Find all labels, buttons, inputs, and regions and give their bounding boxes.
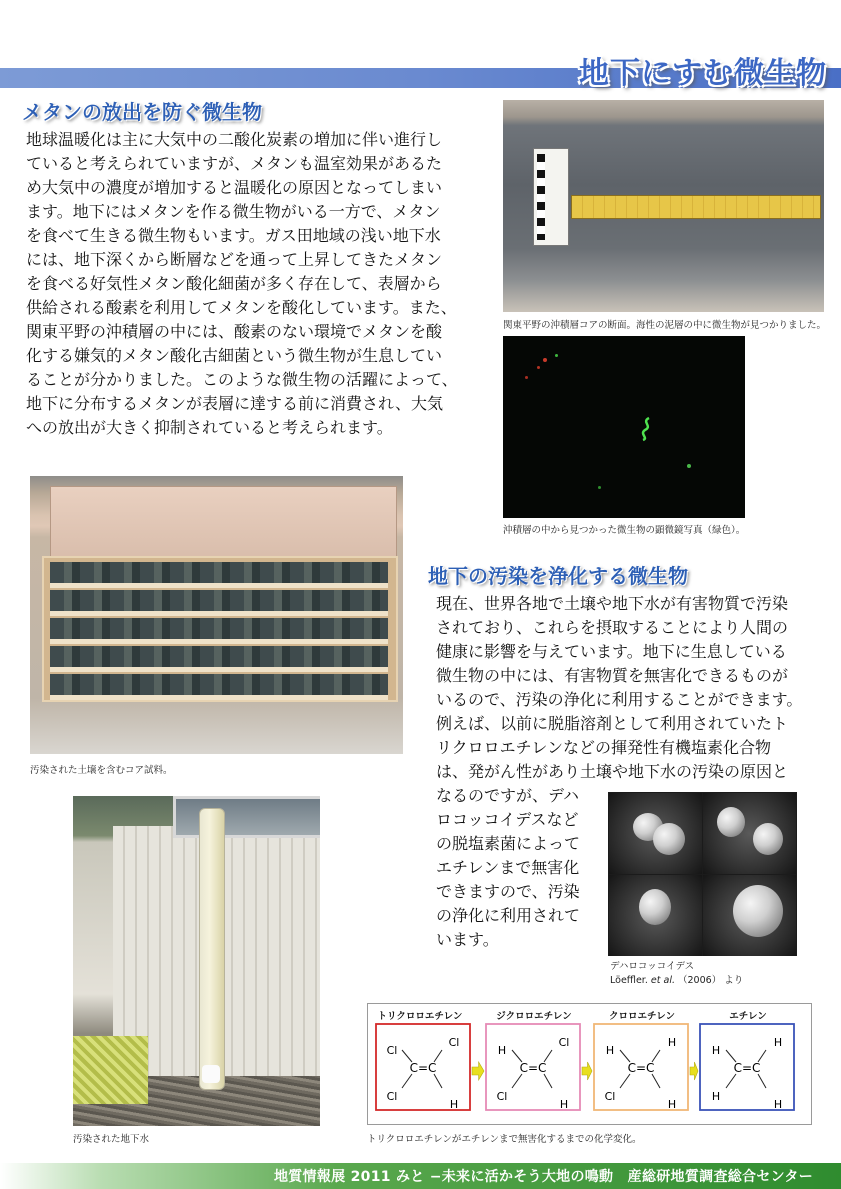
- text-line: 供給される酸素を利用してメタンを酸化しています。また、: [26, 298, 457, 317]
- text-line: には、地下深くから断層などを通って上昇してきたメタン: [26, 250, 443, 269]
- atom-label: H: [773, 1036, 783, 1049]
- red-dot: [537, 366, 540, 369]
- text-line: リクロロエチレンなどの揮発性有機塩素化合物: [436, 738, 771, 757]
- bond-line: [402, 1050, 412, 1062]
- bond-line: [434, 1074, 442, 1088]
- caption-diagram: トリクロロエチレンがエチレンまで無害化するまでの化学変化。: [367, 1134, 642, 1145]
- bacterium-cell: [639, 889, 671, 925]
- window: [173, 796, 320, 838]
- molecule-box: [700, 1024, 794, 1111]
- atom-label: H: [773, 1098, 783, 1111]
- section-heading-pollution: 地下の汚染を浄化する微生物: [428, 564, 688, 588]
- text-line: いるので、汚染の浄化に利用することができます。: [436, 690, 803, 709]
- caption-sem-etal: et al.: [650, 975, 675, 986]
- water-sample-tube: [199, 808, 225, 1090]
- footer-text: 地質情報展 2011 みと −未来に活かそう大地の鳴動 産総研地質調査総合センター: [273, 1169, 813, 1185]
- atom-label: Cl: [604, 1090, 616, 1103]
- atom-label: Cl: [448, 1036, 460, 1049]
- bond-line: [512, 1074, 522, 1088]
- text-line: なるのですが、デハ: [436, 786, 580, 805]
- bacterium-cell: [717, 807, 745, 837]
- molecule-title: エチレン: [729, 1011, 767, 1022]
- bond-line: [512, 1050, 522, 1062]
- bond-line: [620, 1074, 630, 1088]
- bond-label: C=C: [519, 1061, 547, 1075]
- section-body-methane: [26, 128, 486, 440]
- core-row: [50, 646, 388, 672]
- bond-line: [726, 1050, 736, 1062]
- caption-sem-title: デハロコッコイデス: [610, 961, 695, 972]
- core-row: [50, 590, 388, 616]
- text-line: ることが分かりました。このような微生物の活躍によって、: [26, 370, 458, 389]
- reaction-arrow: [472, 1062, 484, 1080]
- caption-microscope: 沖積層の中から見つかった微生物の顕微鏡写真（緑色）。: [503, 525, 746, 536]
- sem-panel: [609, 875, 702, 956]
- bond-line: [652, 1074, 660, 1088]
- sem-panel: [703, 875, 796, 956]
- core-row: [50, 674, 388, 700]
- text-line: への放出が大きく抑制されていると考えられます。: [26, 418, 393, 437]
- red-dot: [543, 358, 547, 362]
- text-line: 関東平野の沖積層の中には、酸素のない環境でメタンを酸: [26, 322, 443, 341]
- bond-line: [434, 1050, 442, 1062]
- text-line: 微生物の中には、有害物質を無害化できるものが: [436, 666, 789, 685]
- text-line: 例えば、以前に脱脂溶剤として利用されていたト: [436, 714, 789, 733]
- bond-label: C=C: [733, 1061, 761, 1075]
- molecule-structures: [368, 1004, 811, 1124]
- atom-label: H: [605, 1044, 615, 1057]
- atom-label: Cl: [496, 1090, 508, 1103]
- molecule-box: [376, 1024, 470, 1111]
- caption-core-section: 関東平野の沖積層コアの断面。海性の泥層の中に微生物が見つかりました。: [503, 320, 827, 331]
- green-dot: [598, 486, 601, 489]
- microbe-filament: [635, 416, 659, 442]
- dechlorination-diagram: [367, 1003, 812, 1125]
- green-dot: [687, 464, 691, 468]
- bond-line: [726, 1074, 736, 1088]
- text-line: は、発がん性があり土壌や地下水の汚染の原因と: [436, 762, 789, 781]
- text-line: ロコッコイデスなど: [436, 810, 579, 829]
- section-body-pollution: [436, 592, 818, 784]
- molecule-box: [594, 1024, 688, 1111]
- sem-panel: [703, 793, 796, 874]
- text-line: を食べて生きる微生物もいます。ガス田地域の浅い地下水: [26, 226, 441, 245]
- section-body-pollution-continued: [436, 784, 604, 952]
- caption-sem-year: （2006） より: [678, 975, 744, 986]
- text-line: エチレンまで無害化: [436, 858, 580, 877]
- measuring-tape: [571, 195, 821, 219]
- reaction-arrow: [690, 1062, 698, 1080]
- atom-label: H: [667, 1098, 677, 1111]
- text-line: ていると考えられていますが、メタンも温室効果があるた: [26, 154, 443, 173]
- caption-sem-citation: [610, 974, 743, 988]
- caption-groundwater: 汚染された地下水: [73, 1134, 150, 1145]
- core-box-photo: [30, 476, 403, 754]
- atom-label: Cl: [558, 1036, 570, 1049]
- scale-card: [533, 148, 569, 246]
- molecule-title: トリクロロエチレン: [377, 1011, 463, 1022]
- bond-line: [758, 1050, 766, 1062]
- atom-label: H: [497, 1044, 507, 1057]
- text-line: め大気中の濃度が増加すると温暖化の原因となってしまい: [26, 178, 443, 197]
- caption-core-box: 汚染された土壌を含むコア試料。: [30, 765, 173, 776]
- text-line: を食べる好気性メタン酸化細菌が多く存在して、表層から: [26, 274, 442, 293]
- text-line: されており、これらを摂取することにより人間の: [436, 618, 789, 637]
- text-line: 健康に影響を与えています。地下に生息している: [436, 642, 787, 661]
- text-line: 地球温暖化は主に大気中の二酸化炭素の増加に伴い進行し: [26, 130, 443, 149]
- molecule-title: クロロエチレン: [608, 1011, 676, 1022]
- molecule-box: [486, 1024, 580, 1111]
- atom-label: H: [667, 1036, 677, 1049]
- bacterium-cell: [733, 885, 783, 937]
- basket: [73, 1036, 148, 1104]
- green-dot: [555, 354, 558, 357]
- sem-photo: [608, 792, 797, 956]
- atom-label: H: [711, 1044, 721, 1057]
- atom-label: Cl: [386, 1044, 398, 1057]
- core-row: [50, 618, 388, 644]
- text-line: の浄化に利用されて: [436, 906, 581, 925]
- core-tray: [42, 556, 398, 702]
- bond-line: [544, 1050, 552, 1062]
- bond-line: [402, 1074, 412, 1088]
- atom-label: H: [449, 1098, 459, 1111]
- text-line: 現在、世界各地で土壌や地下水が有害物質で汚染: [436, 594, 789, 613]
- atom-label: H: [559, 1098, 569, 1111]
- molecule-title: ジクロロエチレン: [496, 1011, 572, 1022]
- text-line: ます。地下にはメタンを作る微生物がいる一方で、メタン: [26, 202, 441, 221]
- atom-label: Cl: [386, 1090, 398, 1103]
- core-section-photo: [503, 100, 824, 312]
- bond-label: C=C: [409, 1061, 437, 1075]
- bond-label: C=C: [627, 1061, 655, 1075]
- caption-sem-author: Löeffler.: [610, 975, 648, 986]
- text-line: できますので、汚染: [436, 882, 580, 901]
- bacterium-cell: [653, 823, 685, 855]
- text-line: 化する嫌気的メタン酸化古細菌という微生物が生息してい: [26, 346, 443, 365]
- atom-label: H: [711, 1090, 721, 1103]
- text-line: 地下に分布するメタンが表層に達する前に消費され、大気: [26, 394, 443, 413]
- bond-line: [620, 1050, 630, 1062]
- core-row: [50, 562, 388, 588]
- text-line: の脱塩素菌によって: [436, 834, 581, 853]
- sem-panel: [609, 793, 702, 874]
- bacterium-cell: [753, 823, 783, 855]
- groundwater-photo: [73, 796, 320, 1126]
- page-title: 地下にすむ微生物: [579, 56, 827, 91]
- bond-line: [544, 1074, 552, 1088]
- bond-line: [652, 1050, 660, 1062]
- text-line: います。: [436, 930, 499, 949]
- microscope-photo: [503, 336, 745, 518]
- reaction-arrow: [582, 1062, 592, 1080]
- bond-line: [758, 1074, 766, 1088]
- caption-sem: [610, 960, 743, 988]
- red-dot: [525, 376, 528, 379]
- section-heading-methane: メタンの放出を防ぐ微生物: [22, 100, 262, 124]
